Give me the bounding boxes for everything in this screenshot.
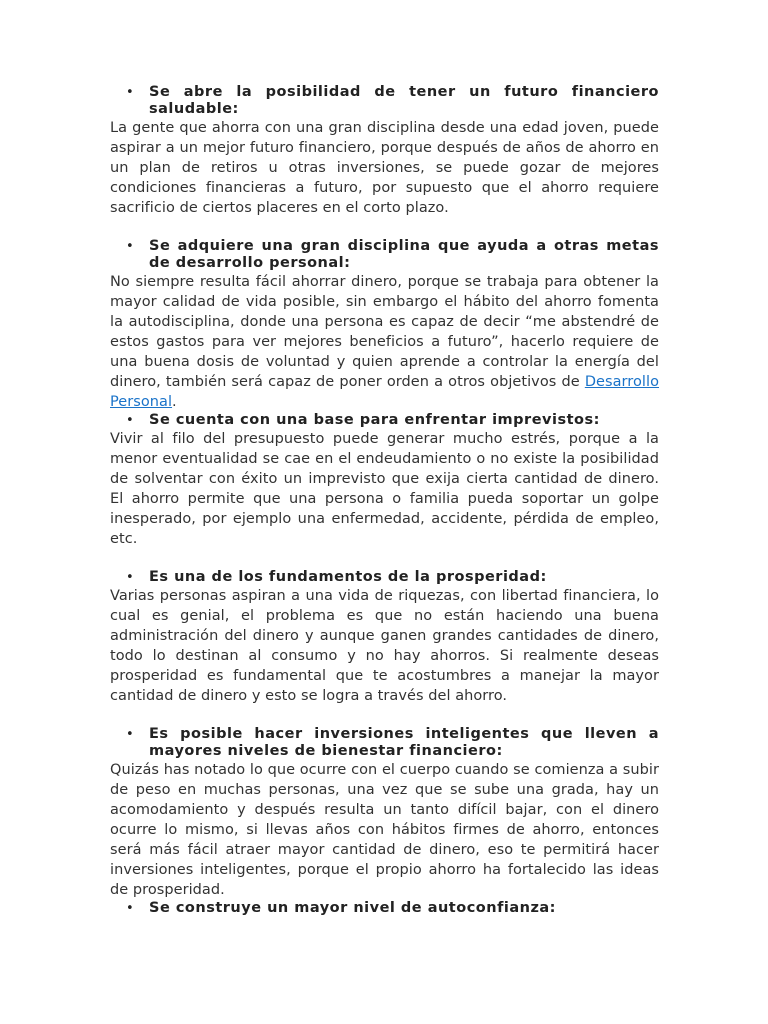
document-page — [110, 84, 659, 917]
section-heading-text: Se cuenta con una base para enfrentar imprevistos: — [149, 412, 600, 428]
bullet-icon: • — [126, 239, 135, 254]
desarrollo-personal-link[interactable]: Desarrollo Personal — [110, 374, 659, 410]
section-heading — [110, 569, 659, 586]
section-heading-text: Se abre la posibilidad de tener un futuro financiero saludable: — [149, 84, 659, 117]
section-heading-text: Se adquiere una gran disciplina que ayuda a otras metas de desarrollo personal: — [149, 238, 659, 271]
section-paragraph: Vivir al filo del presupuesto puede generar mucho estrés, porque a la menor eventualidad se cae en el endeudamiento o no existe la posibilidad de solventar con éxito un imprevisto que exija cierta cantidad de dinero. El ahorro permite que una persona o familia pueda soportar un golpe inesperado, por ejemplo una enfermedad, accidente, pérdida de empleo, etc. — [110, 431, 659, 547]
section-paragraph — [110, 272, 659, 412]
section-heading-text: Es posible hacer inversiones inteligentes que lleven a mayores niveles de bienestar financiero: — [149, 726, 659, 759]
section-heading — [110, 412, 659, 429]
bullet-icon: • — [126, 413, 135, 428]
section-heading-text: Es una de los fundamentos de la prosperidad: — [149, 569, 547, 585]
section-heading-text: Se construye un mayor nivel de autoconfianza: — [149, 900, 556, 916]
paragraph-text-end: . — [172, 394, 177, 410]
section-heading — [110, 84, 659, 118]
section-paragraph: Varias personas aspiran a una vida de riquezas, con libertad financiera, lo cual es genial, el problema es que no están haciendo una buena administración del dinero y aunque ganen grandes cantidades de dinero, todo lo destinan al consumo y no hay ahorros. Si realmente deseas prosperidad es fundamental que te acostumbres a manejar la mayor cantidad de dinero y esto se logra a través del ahorro. — [110, 588, 659, 704]
bullet-icon: • — [126, 901, 135, 916]
bullet-icon: • — [126, 85, 135, 100]
bullet-icon: • — [126, 570, 135, 585]
section-paragraph: Quizás has notado lo que ocurre con el cuerpo cuando se comienza a subir de peso en muchas personas, una vez que se sube una grada, hay un acomodamiento y después resulta un tanto difícil bajar, con el dinero ocurre lo mismo, si llevas años con hábitos firmes de ahorro, entonces será más fácil atraer mayor cantidad de dinero, eso te permitirá hacer inversiones inteligentes, porque el propio ahorro ha fortalecido las ideas de prosperidad. — [110, 762, 659, 898]
section-heading — [110, 900, 659, 917]
section-heading — [110, 238, 659, 272]
section-heading — [110, 726, 659, 760]
paragraph-text: No siempre resulta fácil ahorrar dinero, porque se trabaja para obtener la mayor calidad de vida posible, sin embargo el hábito del ahorro fomenta la autodisciplina, donde una persona es capaz de decir “me abstendré de estos gastos para ver mejores beneficios a futuro”, hacerlo requiere de una buena dosis de voluntad y quien aprende a controlar la energía del dinero, también será capaz de poner orden a otros objetivos de — [110, 274, 659, 390]
bullet-icon: • — [126, 727, 135, 742]
section-paragraph: La gente que ahorra con una gran disciplina desde una edad joven, puede aspirar a un mejor futuro financiero, porque después de años de ahorro en un plan de retiros u otras inversiones, se puede gozar de mejores condiciones financieras a futuro, por supuesto que el ahorro requiere sacrificio de ciertos placeres en el corto plazo. — [110, 120, 659, 216]
